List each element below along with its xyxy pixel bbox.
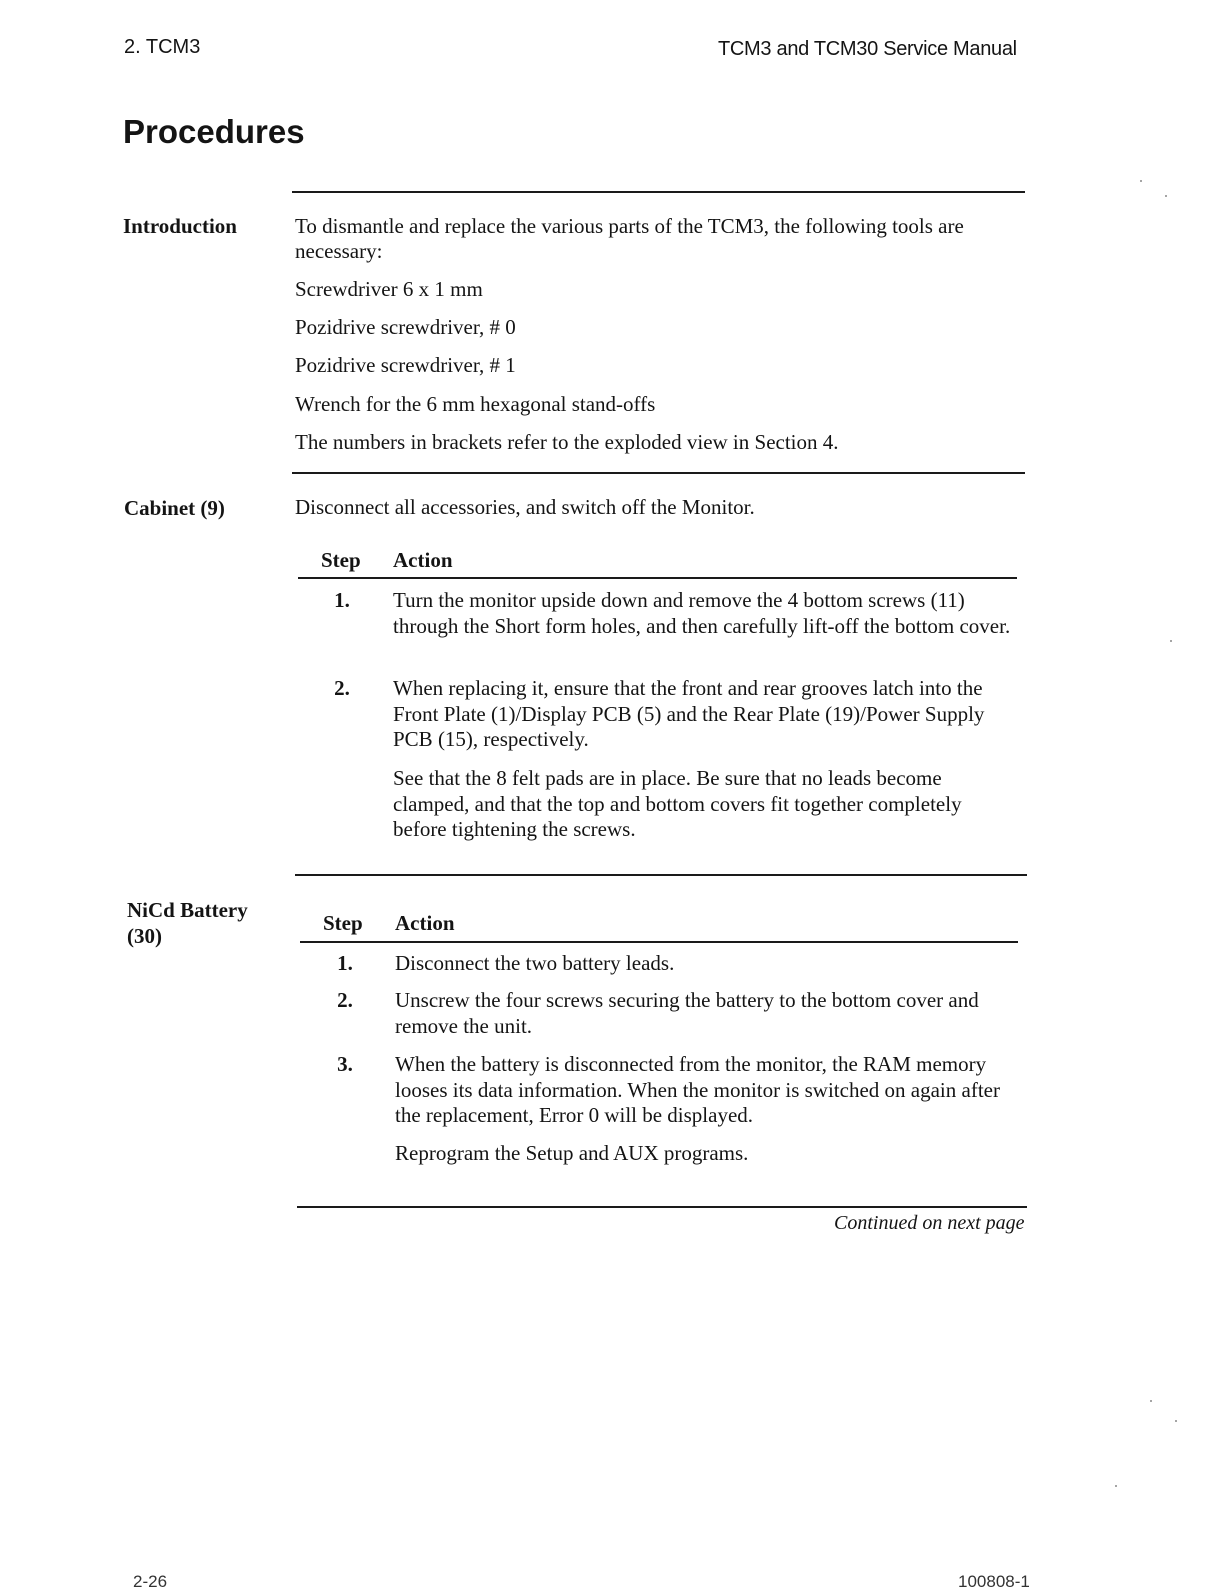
section-label-introduction: Introduction [123,214,237,238]
step-number: 1. [334,588,350,612]
tool-item: Screwdriver 6 x 1 mm [295,277,483,301]
cabinet-intro: Disconnect all accessories, and switch off the Monitor. [295,495,755,519]
document-number: 100808-1 [958,1572,1030,1591]
introduction-text: To dismantle and replace the various parts of the TCM3, the following tools are necessary: [295,214,964,263]
scan-speck [1140,180,1142,182]
section-label-battery [127,897,248,949]
step-number: 2. [337,988,353,1012]
section-divider-introduction [292,191,1025,193]
step-action: When the battery is disconnected from the monitor, the RAM memory looses its data information. When the monitor is switched on again after the replacement, Error 0 will be displayed. [395,1052,1000,1127]
section-divider-cabinet [292,472,1025,474]
page-title: Procedures [123,113,305,150]
introduction-note: The numbers in brackets refer to the exploded view in Section 4. [295,430,839,454]
continued-note: Continued on next page [834,1212,1025,1234]
tool-item: Wrench for the 6 mm hexagonal stand-offs [295,392,656,416]
running-header-chapter: 2. TCM3 [124,36,201,58]
page-number: 2-26 [133,1572,168,1591]
step-number: 2. [334,676,350,700]
step-table-header-rule [298,577,1017,579]
step-number: 1. [337,951,353,975]
scan-speck [1175,1420,1177,1422]
tool-item: Pozidrive screwdriver, # 1 [295,353,516,377]
step-action: When replacing it, ensure that the front and rear grooves latch into the Front Plate (1)/Display PCB (5) and the Rear Plate (19)/Power Supply PCB (15), respectively. [393,676,985,751]
scan-speck [1115,1485,1117,1487]
step-action: Unscrew the four screws securing the battery to the bottom cover and remove the unit. [395,988,979,1038]
section-label-battery-line2: (30) [127,924,162,948]
section-divider-end [297,1206,1027,1208]
section-label-battery-line1: NiCd Battery [127,898,248,922]
step-action: Turn the monitor upside down and remove the 4 bottom screws (11) through the Short form holes, and then carefully lift-off the bottom cover. [393,588,1011,638]
action-column-header: Action [393,548,453,572]
scan-speck [1170,640,1172,642]
step-action: Disconnect the two battery leads. [395,951,675,975]
tool-item: Pozidrive screwdriver, # 0 [295,315,516,339]
running-header-manual-title: TCM3 and TCM30 Service Manual [718,38,1017,60]
step-number: 3. [337,1052,353,1076]
step-column-header: Step [323,911,363,935]
step-action-note: Reprogram the Setup and AUX programs. [395,1141,749,1165]
action-column-header: Action [395,911,455,935]
section-divider-battery [295,874,1027,876]
scan-speck [1150,1400,1152,1402]
section-label-cabinet: Cabinet (9) [124,496,225,520]
step-action-note: See that the 8 felt pads are in place. Be sure that no leads become clamped, and that the top and bottom covers fit together completely before tightening the screws. [393,766,962,841]
step-column-header: Step [321,548,361,572]
step-table-header-rule [300,941,1018,943]
scan-speck [1165,195,1167,197]
